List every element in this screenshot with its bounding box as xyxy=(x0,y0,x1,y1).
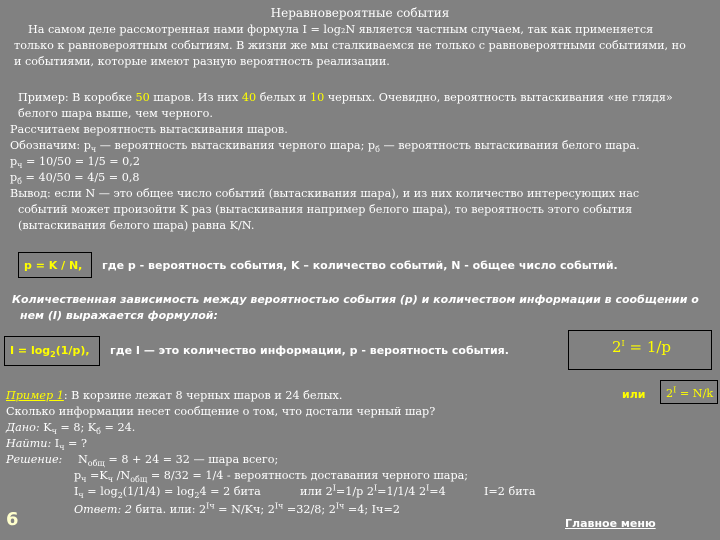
solution-line-1: $N_{общ} = 8 + 24 = 32$ — шара всего; xyxy=(78,453,279,469)
answer-line: Ответ: 2 бита. или: $2^{Iч} = N/Kч$; $2^{Iч} =32/8$; $2^{Iч} =4$; Iч=2 xyxy=(74,501,400,516)
example-line-2: белого шара выше, чем черного. xyxy=(18,107,213,120)
white-probability: $p_б = 40/50 = 4/5 = 0,8$ xyxy=(10,171,140,187)
formula-p: p = K / N, xyxy=(24,259,83,272)
example-line-1: Пример: В коробке 50 шаров. Из них 40 белых и 10 черных. Очевидно, вероятность вытаскивания «не глядя» xyxy=(18,91,673,104)
main-menu-link[interactable]: Главное меню xyxy=(565,517,656,530)
given-line: Дано: $K_ч = 8$; $K_б = 24$. xyxy=(6,421,136,437)
page-number: 6 xyxy=(6,509,19,530)
find-line: Найти: $I_ч$ = ? xyxy=(6,437,87,453)
solution-line-2: $p_ч =K_ч$ $/N_{общ} = 8/32 = 1/4$ - вероятность доставания черного шара; xyxy=(74,469,469,485)
dependence-line-2: нем (I) выражается формулой: xyxy=(20,309,218,322)
white-count: 40 xyxy=(241,91,257,104)
intro-line-1: На самом деле рассмотренная нами формула I = log₂N является частным случаем, так как применяется xyxy=(28,23,654,36)
formula-nk: $2^I = N/k$ xyxy=(666,385,714,400)
conclusion-line-2: событий может произойти K раз (вытаскивания например белого шара), то вероятность этого события xyxy=(18,203,633,216)
solution-result: I=2 бита xyxy=(484,485,536,498)
slide-title: Неравновероятные события xyxy=(270,6,450,20)
conclusion-line-3: (вытаскивания белого шара) равна K/N. xyxy=(18,219,255,232)
formula-i-description: где I — это количество информации, p - вероятность события. xyxy=(110,344,509,357)
solution-line-3: $I_ч = \log_2(1/1/4) = \log_24 = 2$ бита xyxy=(74,485,261,501)
dependence-line-1: Количественная зависимость между вероятностью события (p) и количеством информации в сообщении о xyxy=(12,293,699,306)
or-label: или xyxy=(622,388,646,401)
problem-line-2: Сколько информации несет сообщение о том, что достали черный шар? xyxy=(6,405,436,418)
formula-p-description: где p - вероятность события, K – количество событий, N - общее число событий. xyxy=(102,259,618,272)
conclusion-line-1: Вывод: если N — это общее число событий (вытаскивания шара), и из них количество интересующих нас xyxy=(10,187,640,200)
problem-line-1: Пример 1: В корзине лежат 8 черных шаров и 24 белых. xyxy=(6,389,343,402)
example-line-3: Рассчитаем вероятность вытаскивания шаров. xyxy=(10,123,288,136)
black-probability: $p_ч = 10/50 = 1/5 = 0,2$ xyxy=(10,155,140,171)
solution-line-3-alt: или $2^I=1/p$ $2^I=1/1/4$ $2^I=4$ xyxy=(300,483,446,498)
formula-exp: $2^I = 1/p$ xyxy=(612,338,672,356)
formula-i: $I = \log_2(1/p)$, xyxy=(10,344,90,360)
example-notation: Обозначим: $p_ч$ — вероятность вытаскивания черного шара; $p_б$ — вероятность вытаскивания белого шара. xyxy=(10,139,640,155)
solution-label: Решение: xyxy=(6,453,63,466)
intro-line-2: только к равновероятным событиям. В жизни же мы сталкиваемся не только с равновероятными событиями, но xyxy=(14,39,686,52)
total-count: 50 xyxy=(135,91,150,104)
intro-line-3: и событиями, которые имеют разную вероятность реализации. xyxy=(14,55,390,68)
black-count: 10 xyxy=(309,91,325,104)
